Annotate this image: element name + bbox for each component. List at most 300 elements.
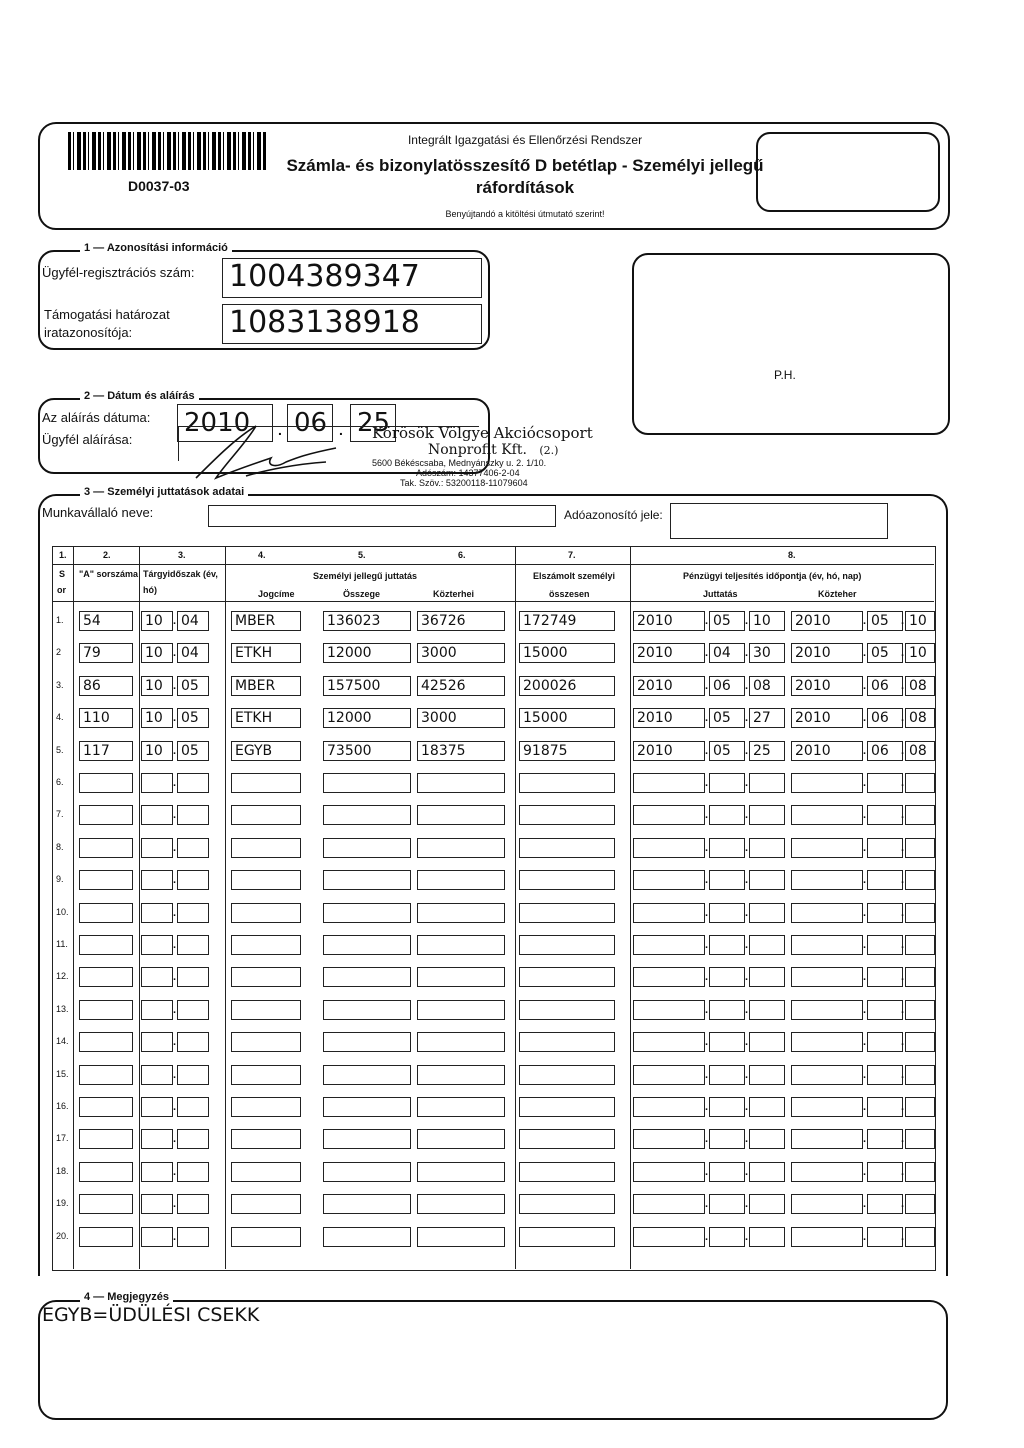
cell-py[interactable] xyxy=(141,1097,173,1117)
cell-a[interactable] xyxy=(79,903,133,923)
cell-j[interactable] xyxy=(231,805,301,825)
cell-o[interactable] xyxy=(323,773,411,793)
cell-km[interactable] xyxy=(867,935,903,955)
cell-j[interactable] xyxy=(231,1194,301,1214)
cell-a[interactable] xyxy=(79,838,133,858)
cell-jm[interactable]: 06 xyxy=(709,676,745,696)
stamp-tax-number: Adószám: 14377406-2-04 xyxy=(416,468,520,478)
cell-o[interactable] xyxy=(323,1097,411,1117)
cell-j[interactable] xyxy=(231,903,301,923)
date-dot: . xyxy=(863,939,867,951)
cell-o[interactable] xyxy=(323,1129,411,1149)
cell-e[interactable]: 15000 xyxy=(519,708,615,728)
cell-j[interactable]: ETKH xyxy=(231,643,301,663)
cell-ky[interactable]: 2010 xyxy=(791,741,863,761)
cell-jm[interactable] xyxy=(709,1032,745,1052)
cell-ky[interactable]: 2010 xyxy=(791,643,863,663)
cell-ky[interactable] xyxy=(791,773,863,793)
cell-e[interactable]: 15000 xyxy=(519,643,615,663)
cell-e[interactable] xyxy=(519,1000,615,1020)
cell-kd[interactable] xyxy=(905,1194,935,1214)
cell-j[interactable]: MBER xyxy=(231,611,301,631)
cell-e[interactable] xyxy=(519,1162,615,1182)
cell-ky[interactable]: 2010 xyxy=(791,611,863,631)
cell-jy[interactable]: 2010 xyxy=(633,741,705,761)
cell-e[interactable] xyxy=(519,1129,615,1149)
cell-kd[interactable] xyxy=(905,967,935,987)
cell-jd[interactable]: 10 xyxy=(749,611,785,631)
cell-e[interactable]: 172749 xyxy=(519,611,615,631)
decision-id-field[interactable]: 1083138918 xyxy=(222,304,482,344)
cell-py[interactable] xyxy=(141,870,173,890)
cell-jd[interactable] xyxy=(749,1032,785,1052)
cell-a[interactable] xyxy=(79,1032,133,1052)
cell-kd[interactable] xyxy=(905,1129,935,1149)
column-number: 4. xyxy=(258,550,266,560)
date-month-field[interactable]: 06 xyxy=(287,404,333,442)
cell-jd[interactable]: 25 xyxy=(749,741,785,761)
cell-a[interactable] xyxy=(79,1129,133,1149)
section1-title: 1 — Azonosítási információ xyxy=(80,242,232,254)
cell-jy[interactable] xyxy=(633,1162,705,1182)
date-dot: . xyxy=(705,615,709,627)
cell-k[interactable] xyxy=(417,805,505,825)
cell-jy[interactable]: 2010 xyxy=(633,611,705,631)
cell-jm[interactable] xyxy=(709,903,745,923)
cell-pm[interactable] xyxy=(177,1000,209,1020)
cell-jm[interactable] xyxy=(709,805,745,825)
cell-py[interactable]: 10 xyxy=(141,643,173,663)
cell-o[interactable] xyxy=(323,1162,411,1182)
cell-j[interactable] xyxy=(231,1227,301,1247)
cell-k[interactable] xyxy=(417,838,505,858)
cell-jy[interactable] xyxy=(633,935,705,955)
date-dot: . xyxy=(173,1036,177,1049)
date-dot: . xyxy=(705,1036,709,1049)
cell-a[interactable] xyxy=(79,935,133,955)
cell-pm[interactable] xyxy=(177,1065,209,1085)
cell-km[interactable] xyxy=(867,773,903,793)
cell-km[interactable] xyxy=(867,838,903,858)
cell-a[interactable] xyxy=(79,1162,133,1182)
cell-a[interactable] xyxy=(79,773,133,793)
cell-k[interactable] xyxy=(417,1097,505,1117)
cell-jm[interactable] xyxy=(709,967,745,987)
cell-jy[interactable] xyxy=(633,903,705,923)
cell-e[interactable] xyxy=(519,1065,615,1085)
cell-py[interactable] xyxy=(141,773,173,793)
cell-km[interactable]: 05 xyxy=(867,643,903,663)
cell-jm[interactable] xyxy=(709,1227,745,1247)
cell-pm[interactable] xyxy=(177,805,209,825)
cell-o[interactable] xyxy=(323,870,411,890)
cell-e[interactable] xyxy=(519,903,615,923)
cell-jm[interactable] xyxy=(709,1097,745,1117)
cell-jm[interactable] xyxy=(709,935,745,955)
cell-kd[interactable]: 08 xyxy=(905,741,935,761)
row-number: 15. xyxy=(56,1068,69,1079)
cell-a[interactable]: 110 xyxy=(79,708,133,728)
cell-k[interactable]: 42526 xyxy=(417,676,505,696)
cell-k[interactable] xyxy=(417,1000,505,1020)
cell-jy[interactable] xyxy=(633,1194,705,1214)
cell-k[interactable]: 3000 xyxy=(417,643,505,663)
cell-ky[interactable] xyxy=(791,1032,863,1052)
cell-o[interactable]: 136023 xyxy=(323,611,411,631)
cell-ky[interactable] xyxy=(791,1000,863,1020)
cell-km[interactable] xyxy=(867,805,903,825)
date-day-field[interactable]: 25 xyxy=(350,404,396,442)
cell-km[interactable] xyxy=(867,870,903,890)
cell-a[interactable] xyxy=(79,967,133,987)
date-dot: . xyxy=(863,777,867,789)
date-dot: . xyxy=(863,874,867,887)
cell-ky[interactable] xyxy=(791,1227,863,1247)
cell-k[interactable] xyxy=(417,967,505,987)
cell-j[interactable] xyxy=(231,1097,301,1117)
cell-jd[interactable] xyxy=(749,870,785,890)
cell-pm[interactable]: 05 xyxy=(177,676,209,696)
cell-jd[interactable] xyxy=(749,1065,785,1085)
cell-py[interactable]: 10 xyxy=(141,708,173,728)
cell-jm[interactable]: 04 xyxy=(709,643,745,663)
cell-e[interactable] xyxy=(519,1032,615,1052)
cell-o[interactable] xyxy=(323,1227,411,1247)
cell-k[interactable] xyxy=(417,1227,505,1247)
cell-o[interactable] xyxy=(323,1032,411,1052)
cell-jy[interactable] xyxy=(633,838,705,858)
cell-o[interactable] xyxy=(323,903,411,923)
cell-ky[interactable] xyxy=(791,967,863,987)
cell-py[interactable] xyxy=(141,1000,173,1020)
cell-jy[interactable] xyxy=(633,1097,705,1117)
cell-kd[interactable] xyxy=(905,1162,935,1182)
cell-py[interactable] xyxy=(141,903,173,923)
cell-jm[interactable] xyxy=(709,870,745,890)
cell-jm[interactable]: 05 xyxy=(709,741,745,761)
cell-jy[interactable] xyxy=(633,1065,705,1085)
cell-km[interactable]: 05 xyxy=(867,611,903,631)
cell-km[interactable] xyxy=(867,1097,903,1117)
date-dot: . xyxy=(901,777,905,789)
cell-o[interactable] xyxy=(323,935,411,955)
cell-jm[interactable] xyxy=(709,1000,745,1020)
cell-j[interactable] xyxy=(231,1065,301,1085)
cell-kd[interactable]: 10 xyxy=(905,611,935,631)
cell-py[interactable] xyxy=(141,1227,173,1247)
cell-a[interactable] xyxy=(79,870,133,890)
table-row xyxy=(53,643,934,669)
cell-pm[interactable] xyxy=(177,773,209,793)
cell-k[interactable] xyxy=(417,773,505,793)
note-text[interactable]: EGYB=ÜDÜLÉSI CSEKK xyxy=(42,1304,260,1326)
date-dot: . xyxy=(745,744,749,757)
cell-kd[interactable] xyxy=(905,870,935,890)
cell-km[interactable] xyxy=(867,1065,903,1085)
cell-e[interactable]: 200026 xyxy=(519,676,615,696)
cell-jd[interactable] xyxy=(749,1097,785,1117)
cell-j[interactable]: EGYB xyxy=(231,741,301,761)
cell-pm[interactable] xyxy=(177,1032,209,1052)
cell-pm[interactable] xyxy=(177,1227,209,1247)
cell-jd[interactable] xyxy=(749,773,785,793)
date-dot: . xyxy=(173,744,177,757)
cell-km[interactable]: 06 xyxy=(867,676,903,696)
date-dot: . xyxy=(901,1165,905,1178)
date-dot: . xyxy=(705,971,709,984)
cell-jm[interactable] xyxy=(709,1065,745,1085)
cell-k[interactable]: 3000 xyxy=(417,708,505,728)
cell-jd[interactable] xyxy=(749,1129,785,1149)
cell-pm[interactable] xyxy=(177,1097,209,1117)
cell-kd[interactable] xyxy=(905,1032,935,1052)
cell-pm[interactable] xyxy=(177,967,209,987)
cell-jd[interactable] xyxy=(749,935,785,955)
cell-e[interactable] xyxy=(519,838,615,858)
cell-a[interactable]: 86 xyxy=(79,676,133,696)
cell-ky[interactable] xyxy=(791,1129,863,1149)
cell-o[interactable] xyxy=(323,967,411,987)
title-line-2: ráfordítások xyxy=(475,178,575,197)
cell-jm[interactable]: 05 xyxy=(709,611,745,631)
cell-km[interactable] xyxy=(867,1129,903,1149)
date-dot: . xyxy=(173,971,177,984)
cell-a[interactable] xyxy=(79,805,133,825)
cell-j[interactable]: MBER xyxy=(231,676,301,696)
cell-o[interactable] xyxy=(323,805,411,825)
cell-py[interactable] xyxy=(141,1032,173,1052)
cell-kd[interactable] xyxy=(905,1065,935,1085)
cell-a[interactable] xyxy=(79,1000,133,1020)
cell-e[interactable] xyxy=(519,805,615,825)
cell-ky[interactable] xyxy=(791,838,863,858)
cell-jd[interactable]: 30 xyxy=(749,643,785,663)
cell-pm[interactable]: 05 xyxy=(177,708,209,728)
cell-pm[interactable]: 05 xyxy=(177,741,209,761)
cell-a[interactable] xyxy=(79,1227,133,1247)
cell-ky[interactable] xyxy=(791,903,863,923)
cell-pm[interactable] xyxy=(177,903,209,923)
cell-k[interactable] xyxy=(417,1162,505,1182)
cell-jy[interactable] xyxy=(633,1032,705,1052)
cell-py[interactable] xyxy=(141,1162,173,1182)
cell-e[interactable] xyxy=(519,773,615,793)
cell-ky[interactable] xyxy=(791,1194,863,1214)
cell-kd[interactable] xyxy=(905,1227,935,1247)
cell-py[interactable] xyxy=(141,967,173,987)
cell-o[interactable] xyxy=(323,1000,411,1020)
cell-jd[interactable]: 08 xyxy=(749,676,785,696)
cell-jy[interactable] xyxy=(633,805,705,825)
cell-pm[interactable]: 04 xyxy=(177,643,209,663)
cell-kd[interactable] xyxy=(905,805,935,825)
cell-jy[interactable] xyxy=(633,1129,705,1149)
cell-jd[interactable] xyxy=(749,1227,785,1247)
cell-k[interactable] xyxy=(417,1129,505,1149)
cell-k[interactable] xyxy=(417,1194,505,1214)
cell-kd[interactable] xyxy=(905,1000,935,1020)
cell-e[interactable] xyxy=(519,1194,615,1214)
cell-km[interactable] xyxy=(867,903,903,923)
date-dot: . xyxy=(745,647,749,660)
cell-jd[interactable] xyxy=(749,967,785,987)
cell-k[interactable] xyxy=(417,935,505,955)
date-year-field[interactable]: 2010 xyxy=(177,404,273,442)
cell-ky[interactable]: 2010 xyxy=(791,708,863,728)
cell-e[interactable] xyxy=(519,870,615,890)
cell-j[interactable] xyxy=(231,967,301,987)
cell-jd[interactable] xyxy=(749,838,785,858)
cell-j[interactable] xyxy=(231,935,301,955)
cell-jm[interactable]: 05 xyxy=(709,708,745,728)
cell-py[interactable] xyxy=(141,935,173,955)
cell-j[interactable] xyxy=(231,773,301,793)
cell-jm[interactable] xyxy=(709,1162,745,1182)
cell-jd[interactable] xyxy=(749,805,785,825)
cell-e[interactable] xyxy=(519,1227,615,1247)
cell-pm[interactable]: 04 xyxy=(177,611,209,631)
cell-py[interactable] xyxy=(141,1065,173,1085)
date-dot: . xyxy=(173,1198,177,1211)
cell-a[interactable] xyxy=(79,1194,133,1214)
cell-jy[interactable]: 2010 xyxy=(633,676,705,696)
cell-j[interactable] xyxy=(231,1129,301,1149)
cell-pm[interactable] xyxy=(177,870,209,890)
cell-kd[interactable] xyxy=(905,1097,935,1117)
cell-pm[interactable] xyxy=(177,1194,209,1214)
cell-jy[interactable] xyxy=(633,1000,705,1020)
cell-k[interactable] xyxy=(417,1032,505,1052)
cell-jd[interactable] xyxy=(749,1000,785,1020)
cell-km[interactable] xyxy=(867,1227,903,1247)
cell-j[interactable] xyxy=(231,838,301,858)
cell-ky[interactable] xyxy=(791,1065,863,1085)
cell-a[interactable] xyxy=(79,1097,133,1117)
cell-pm[interactable] xyxy=(177,838,209,858)
cell-o[interactable] xyxy=(323,838,411,858)
cell-pm[interactable] xyxy=(177,1129,209,1149)
date-dot: . xyxy=(745,906,749,919)
cell-jy[interactable] xyxy=(633,870,705,890)
cell-km[interactable] xyxy=(867,1000,903,1020)
cell-ky[interactable] xyxy=(791,1097,863,1117)
stamp-company-type-text: Nonprofit Kft. xyxy=(428,442,527,458)
stamp-label: P.H. xyxy=(774,368,796,382)
date-dot: . xyxy=(173,712,177,725)
employee-name-field[interactable] xyxy=(208,505,556,527)
cell-kd[interactable] xyxy=(905,838,935,858)
cell-py[interactable] xyxy=(141,1194,173,1214)
cell-o[interactable]: 157500 xyxy=(323,676,411,696)
cell-a[interactable]: 54 xyxy=(79,611,133,631)
cell-j[interactable] xyxy=(231,1000,301,1020)
cell-pm[interactable] xyxy=(177,935,209,955)
cell-kd[interactable]: 10 xyxy=(905,643,935,663)
cell-e[interactable]: 91875 xyxy=(519,741,615,761)
cell-km[interactable] xyxy=(867,1194,903,1214)
cell-py[interactable] xyxy=(141,838,173,858)
cell-e[interactable] xyxy=(519,1097,615,1117)
cell-jd[interactable] xyxy=(749,1162,785,1182)
cell-py[interactable]: 10 xyxy=(141,611,173,631)
cell-py[interactable] xyxy=(141,805,173,825)
cell-py[interactable] xyxy=(141,1129,173,1149)
cell-o[interactable]: 12000 xyxy=(323,643,411,663)
cell-km[interactable]: 06 xyxy=(867,741,903,761)
cell-ky[interactable]: 2010 xyxy=(791,676,863,696)
cell-o[interactable] xyxy=(323,1065,411,1085)
client-reg-field[interactable]: 1004389347 xyxy=(222,258,482,298)
cell-k[interactable] xyxy=(417,870,505,890)
cell-km[interactable] xyxy=(867,967,903,987)
cell-py[interactable]: 10 xyxy=(141,676,173,696)
cell-j[interactable] xyxy=(231,1032,301,1052)
header-divider xyxy=(53,601,934,602)
cell-pm[interactable] xyxy=(177,1162,209,1182)
cell-j[interactable] xyxy=(231,1162,301,1182)
cell-kd[interactable] xyxy=(905,773,935,793)
cell-k[interactable] xyxy=(417,903,505,923)
date-dot: . xyxy=(863,906,867,919)
cell-km[interactable] xyxy=(867,1032,903,1052)
table-row xyxy=(53,838,934,864)
table-row xyxy=(53,1032,934,1058)
cell-ky[interactable] xyxy=(791,805,863,825)
cell-jd[interactable] xyxy=(749,1194,785,1214)
cell-a[interactable]: 79 xyxy=(79,643,133,663)
cell-j[interactable] xyxy=(231,870,301,890)
cell-o[interactable]: 12000 xyxy=(323,708,411,728)
cell-jd[interactable]: 27 xyxy=(749,708,785,728)
cell-jm[interactable] xyxy=(709,838,745,858)
cell-kd[interactable]: 08 xyxy=(905,708,935,728)
cell-jy[interactable] xyxy=(633,1227,705,1247)
column-header-h-or: or xyxy=(57,585,66,595)
row-number: 17. xyxy=(56,1133,69,1144)
cell-k[interactable]: 18375 xyxy=(417,741,505,761)
cell-jm[interactable] xyxy=(709,1194,745,1214)
cell-jy[interactable]: 2010 xyxy=(633,708,705,728)
tax-id-field[interactable] xyxy=(670,503,888,539)
cell-kd[interactable] xyxy=(905,935,935,955)
cell-ky[interactable] xyxy=(791,935,863,955)
cell-jy[interactable]: 2010 xyxy=(633,643,705,663)
cell-kd[interactable]: 08 xyxy=(905,676,935,696)
cell-jd[interactable] xyxy=(749,903,785,923)
cell-km[interactable]: 06 xyxy=(867,708,903,728)
cell-a[interactable]: 117 xyxy=(79,741,133,761)
cell-py[interactable]: 10 xyxy=(141,741,173,761)
cell-km[interactable] xyxy=(867,1162,903,1182)
cell-o[interactable] xyxy=(323,1194,411,1214)
cell-jm[interactable] xyxy=(709,773,745,793)
decision-label-line2: iratazonosítója: xyxy=(44,325,133,340)
column-header-h-sorszam: "A" sorszáma xyxy=(79,569,139,579)
cell-kd[interactable] xyxy=(905,903,935,923)
cell-j[interactable]: ETKH xyxy=(231,708,301,728)
cell-e[interactable] xyxy=(519,935,615,955)
cell-jy[interactable] xyxy=(633,773,705,793)
cell-a[interactable] xyxy=(79,1065,133,1085)
cell-k[interactable] xyxy=(417,1065,505,1085)
cell-e[interactable] xyxy=(519,967,615,987)
cell-ky[interactable] xyxy=(791,1162,863,1182)
cell-jy[interactable] xyxy=(633,967,705,987)
cell-o[interactable]: 73500 xyxy=(323,741,411,761)
cell-ky[interactable] xyxy=(791,870,863,890)
cell-jm[interactable] xyxy=(709,1129,745,1149)
cell-k[interactable]: 36726 xyxy=(417,611,505,631)
